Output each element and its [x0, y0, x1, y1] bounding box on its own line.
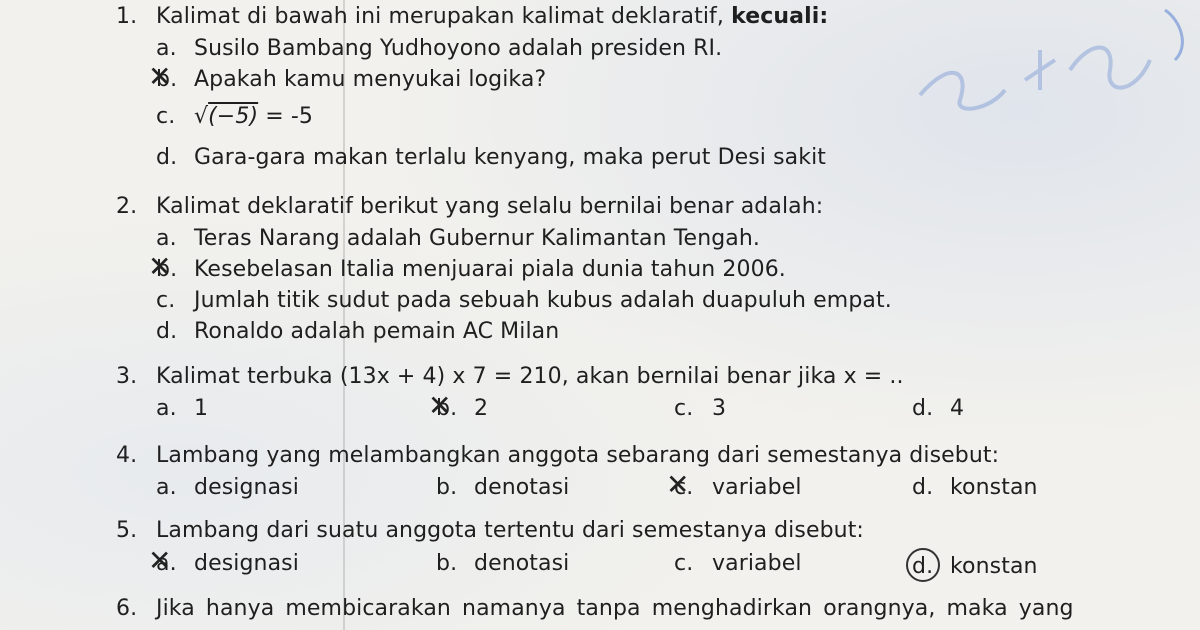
option-2c: c. Jumlah titik sudut pada sebuah kubus adalah duapuluh empat. [156, 288, 892, 313]
circle-mark-icon: d. [912, 554, 950, 580]
option-3a: a. 1 [156, 396, 209, 421]
pen-scribble-icon [880, 0, 1200, 160]
option-2d: d. Ronaldo adalah pemain AC Milan [156, 319, 560, 344]
question-3: 3. Kalimat terbuka (13x + 4) x 7 = 210, akan bernilai benar jika x = .. [116, 364, 904, 389]
option-1a: a. Susilo Bambang Yudhoyono adalah presiden RI. [156, 36, 723, 61]
option-4d: d. konstan [912, 475, 1038, 500]
question-4: 4. Lambang yang melambangkan anggota sebarang dari semestanya disebut: [116, 443, 1000, 468]
option-1b: b. ✕ Apakah kamu menyukai logika? [156, 67, 546, 93]
cross-mark-icon: a. ✕ [156, 551, 194, 577]
option-1c: c. √(−5) = -5 [156, 104, 313, 129]
option-5c: c. variabel [674, 551, 802, 576]
cross-mark-icon: b. ✕ [436, 396, 474, 422]
option-5d: d. konstan [912, 554, 1038, 579]
question-emphasis: kecuali: [731, 4, 829, 29]
question-number: 1. [116, 4, 138, 29]
question-text: Kalimat di bawah ini merupakan kalimat deklaratif, [156, 4, 724, 29]
question-1 [116, 4, 828, 30]
cross-mark-icon: b. ✕ [156, 67, 194, 93]
option-3c: c. 3 [674, 396, 727, 421]
option-3b: b. ✕ 2 [436, 396, 488, 422]
cross-mark-icon: c. ✕ [674, 475, 712, 501]
option-2b: b. ✕ Kesebelasan Italia menjuarai piala dunia tahun 2006. [156, 257, 786, 283]
question-2: 2. Kalimat deklaratif berikut yang selalu bernilai benar adalah: [116, 194, 824, 219]
option-4c: c. ✕ variabel [674, 475, 802, 501]
option-1d: d. Gara-gara makan terlalu kenyang, maka perut Desi sakit [156, 145, 827, 170]
option-2a: a. Teras Narang adalah Gubernur Kalimantan Tengah. [156, 226, 761, 251]
option-4b: b. denotasi [436, 475, 570, 500]
option-5a: a. ✕ designasi [156, 551, 299, 577]
question-5: 5. Lambang dari suatu anggota tertentu dari semestanya disebut: [116, 518, 864, 543]
option-5b: b. denotasi [436, 551, 570, 576]
option-4a: a. designasi [156, 475, 299, 500]
square-root-icon: √ [194, 104, 209, 129]
cross-mark-icon: b. ✕ [156, 257, 194, 283]
option-3d: d. 4 [912, 396, 965, 421]
question-6: 6. Jika hanya membicarakan namanya tanpa menghadirkan orangnya, maka yang [116, 596, 1074, 621]
